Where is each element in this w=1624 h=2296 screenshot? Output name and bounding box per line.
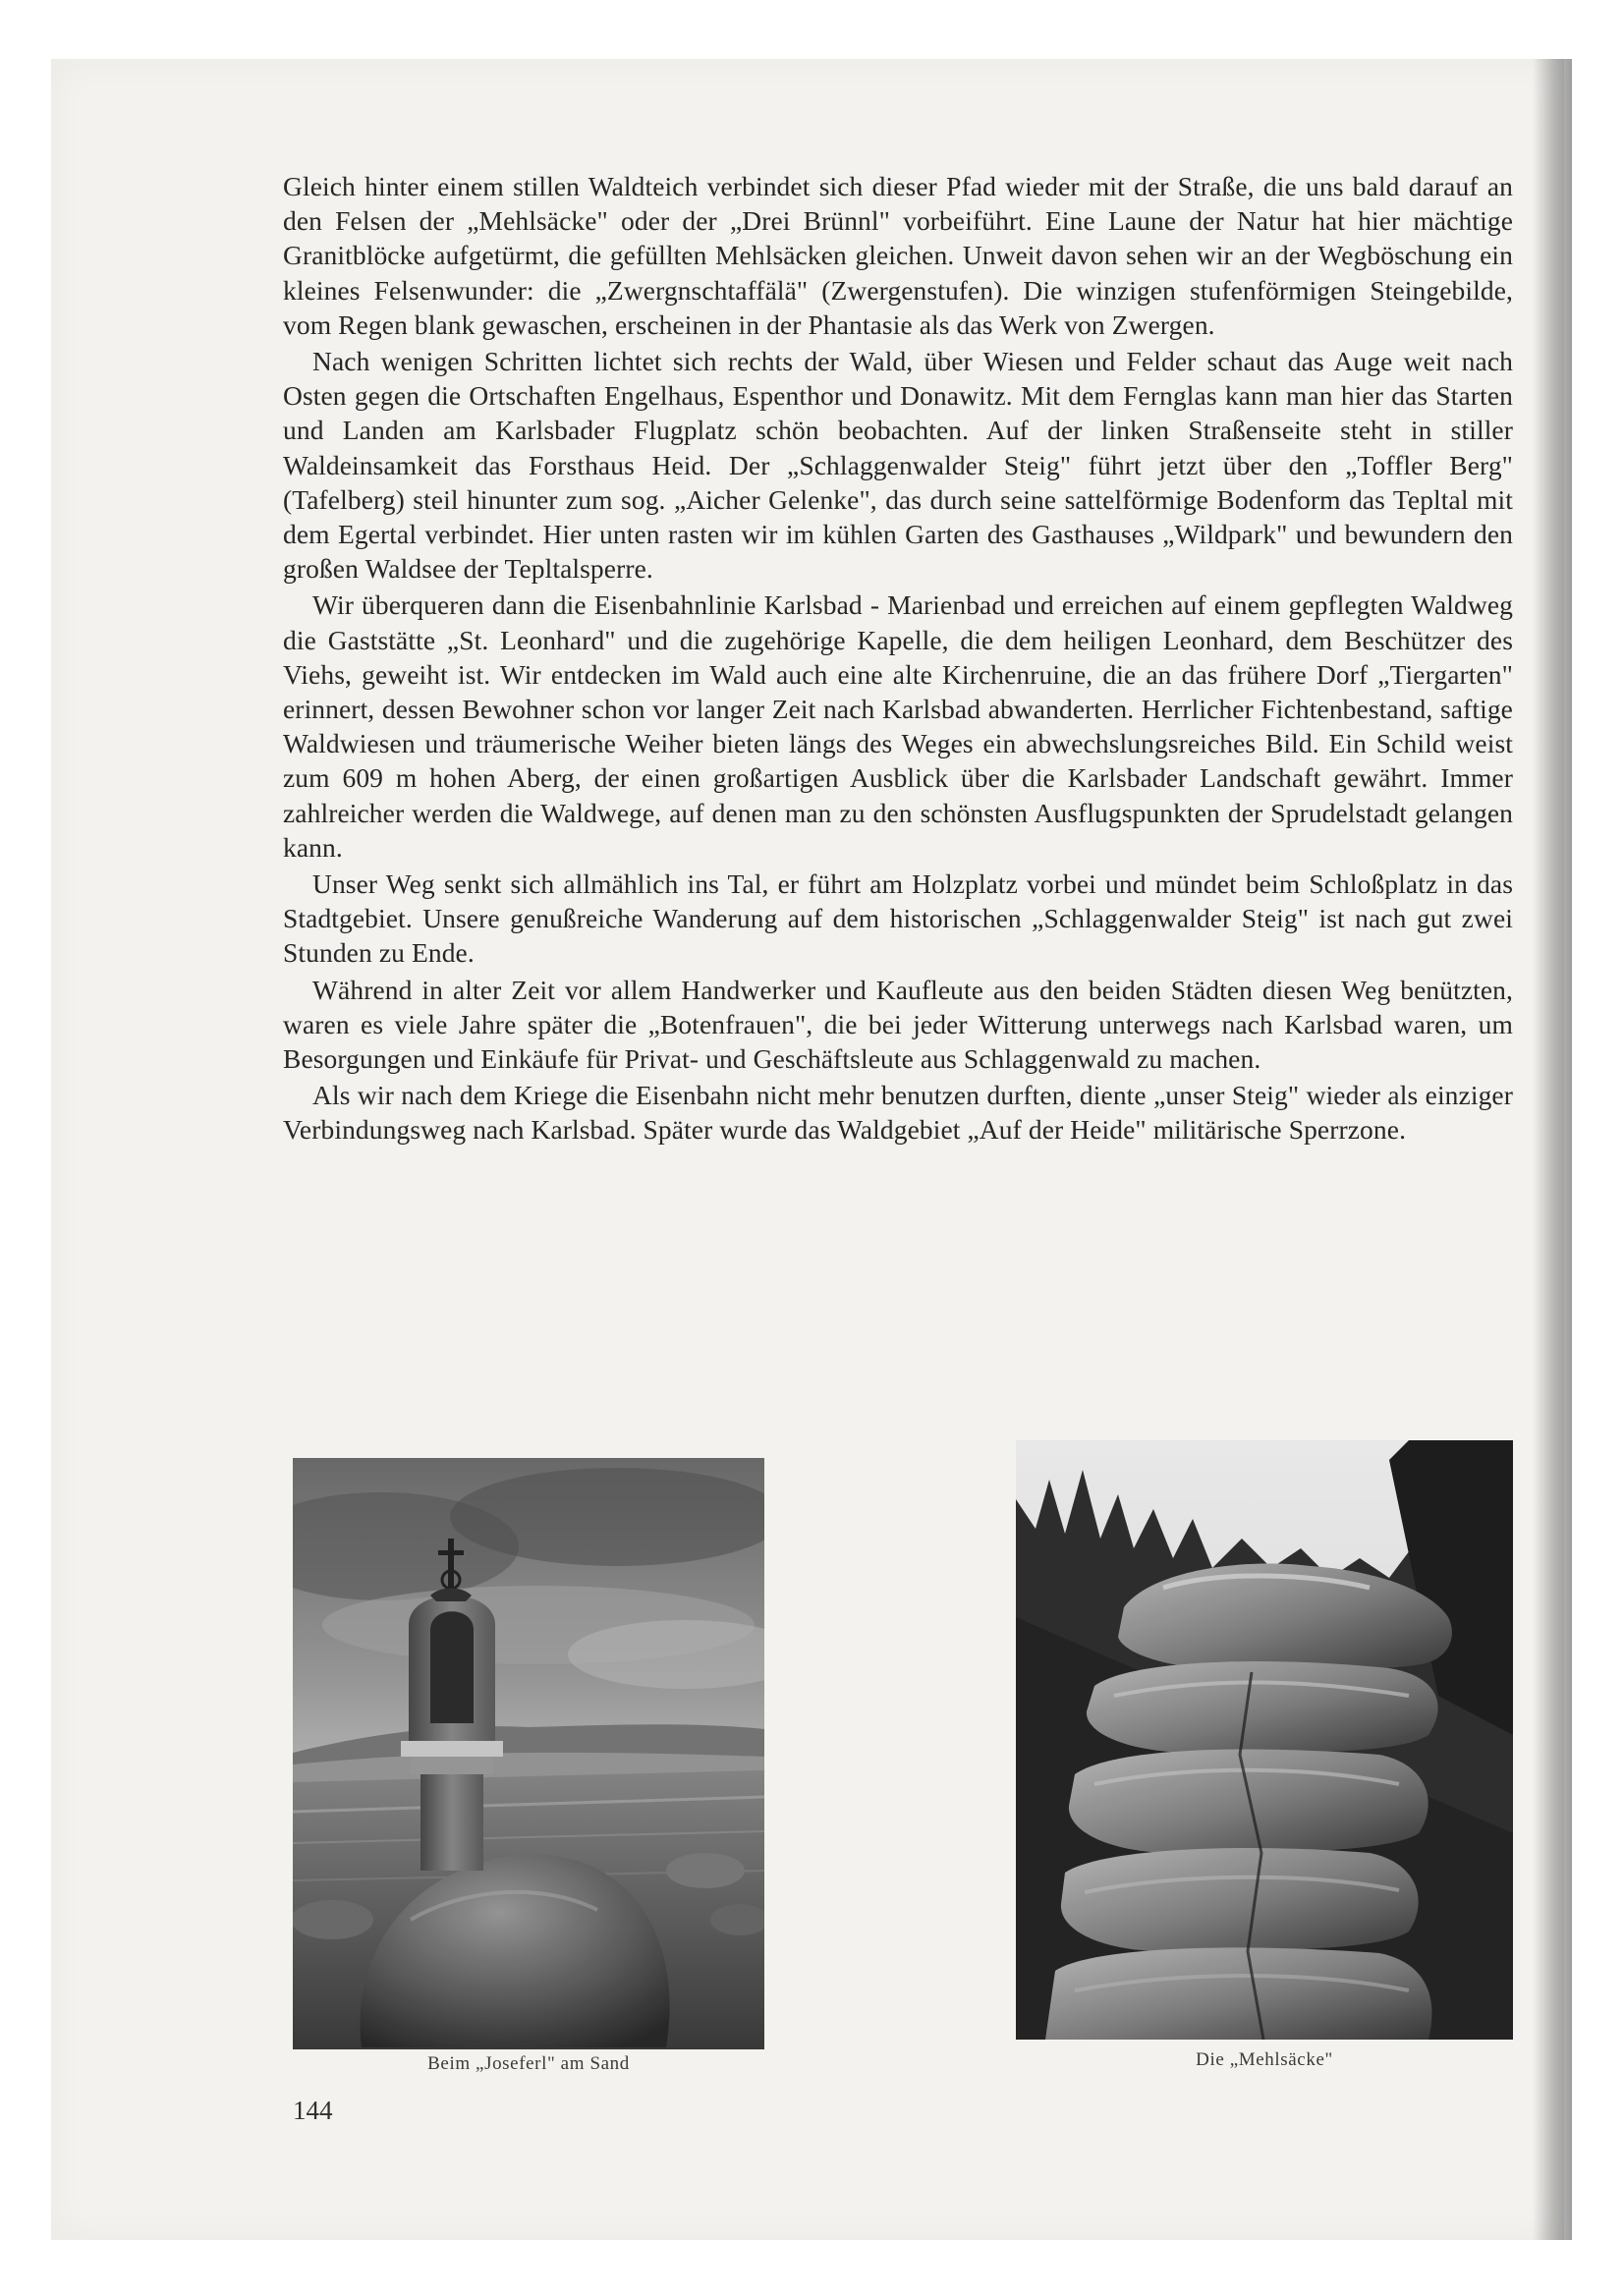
granite-rocks-photo-image <box>1016 1440 1513 2040</box>
paragraph: Nach wenigen Schritten lichtet sich rechts der Wald, über Wiesen und Felder schaut das Auge weit nach Osten gegen die Ortschaften Engelhaus, Espenthor und Donawitz. Mit dem Fernglas kann man hier das Starten und Landen am Karlsbader Flugplatz schön beobachten. Auf der linken Straßenseite steht in stiller Waldeinsamkeit das Forsthaus Heid. Der „Schlaggenwalder Steig" führt jetzt über den „Toffler Berg" (Tafelberg) steil hinunter zum sog. „Aicher Gelenke", das durch seine sattelförmige Bodenform das Tepltal mit dem Egertal verbindet. Hier unten rasten wir im kühlen Garten des Gasthauses „Wildpark" und bewundern den großen Waldsee der Tepltalsperre. <box>283 346 1513 585</box>
figure-caption: Beim „Joseferl" am Sand <box>427 2053 630 2074</box>
page-number: 144 <box>293 2096 333 2125</box>
paragraph: Während in alter Zeit vor allem Handwerker und Kaufleute aus den beiden Städten diesen Weg benützten, waren es viele Jahre später die „Botenfrauen", die bei jeder Witterung unterwegs nach Karlsbad waren, um Besorgungen und Einkäufe für Privat- und Geschäftsleute aus Schlaggenwald zu machen. <box>283 974 1513 1075</box>
granite-rocks-photo <box>1016 1440 1513 2040</box>
figure-caption: Die „Mehlsäcke" <box>1196 2049 1333 2070</box>
paragraph: Als wir nach dem Kriege die Eisenbahn nicht mehr benutzen durften, diente „unser Steig" wieder als einziger Verbindungsweg nach Karlsbad. Später wurde das Waldgebiet „Auf der Heide" militärische Sperrzone. <box>283 1080 1513 1146</box>
paragraph: Unser Weg senkt sich allmählich ins Tal, er führt am Holzplatz vorbei und mündet beim Schloßplatz in das Stadtgebiet. Unsere genußreiche Wanderung auf dem historischen „Schlaggenwalder Steig" ist nach gut zwei Stunden zu Ende. <box>283 868 1513 969</box>
body-text <box>283 169 1513 1148</box>
paragraph: Wir überqueren dann die Eisenbahnlinie Karlsbad - Marienbad und erreichen auf einem gepflegten Waldweg die Gaststätte „St. Leonhard" und die zugehörige Kapelle, die dem heiligen Leonhard, dem Beschützer des Viehs, geweiht ist. Wir entdecken im Wald auch eine alte Kirchenruine, die an das frühere Dorf „Tiergarten" erinnert, dessen Bewohner schon vor langer Zeit nach Karlsbad abwanderten. Herrlicher Fichtenbestand, saftige Waldwiesen und träumerische Weiher bieten längs des Weges ein abwechslungsreiches Bild. Ein Schild weist zum 609 m hohen Aberg, der einen großartigen Ausblick über die Karlsbader Landschaft gewährt. Immer zahlreicher werden die Waldwege, auf denen man zu den schönsten Ausflugspunkten der Sprudelstadt gelangen kann. <box>283 589 1513 863</box>
wayside-shrine-photo-image <box>293 1458 764 2049</box>
wayside-shrine-photo <box>293 1458 764 2049</box>
page-edge-shadow <box>1533 59 1572 2240</box>
paragraph: Gleich hinter einem stillen Waldteich verbindet sich dieser Pfad wieder mit der Straße, die uns bald darauf an den Felsen der „Mehlsäcke" oder der „Drei Brünnl" vorbeiführt. Eine Laune der Natur hat hier mächtige Granitblöcke aufgetürmt, die gefüllten Mehlsäcken gleichen. Unweit davon sehen wir an der Wegböschung ein kleines Felsenwunder: die „Zwergnschtaffälä" (Zwergenstufen). Die winzigen stufenförmigen Steingebilde, vom Regen blank gewaschen, erscheinen in der Phantasie als das Werk von Zwergen. <box>283 171 1513 340</box>
